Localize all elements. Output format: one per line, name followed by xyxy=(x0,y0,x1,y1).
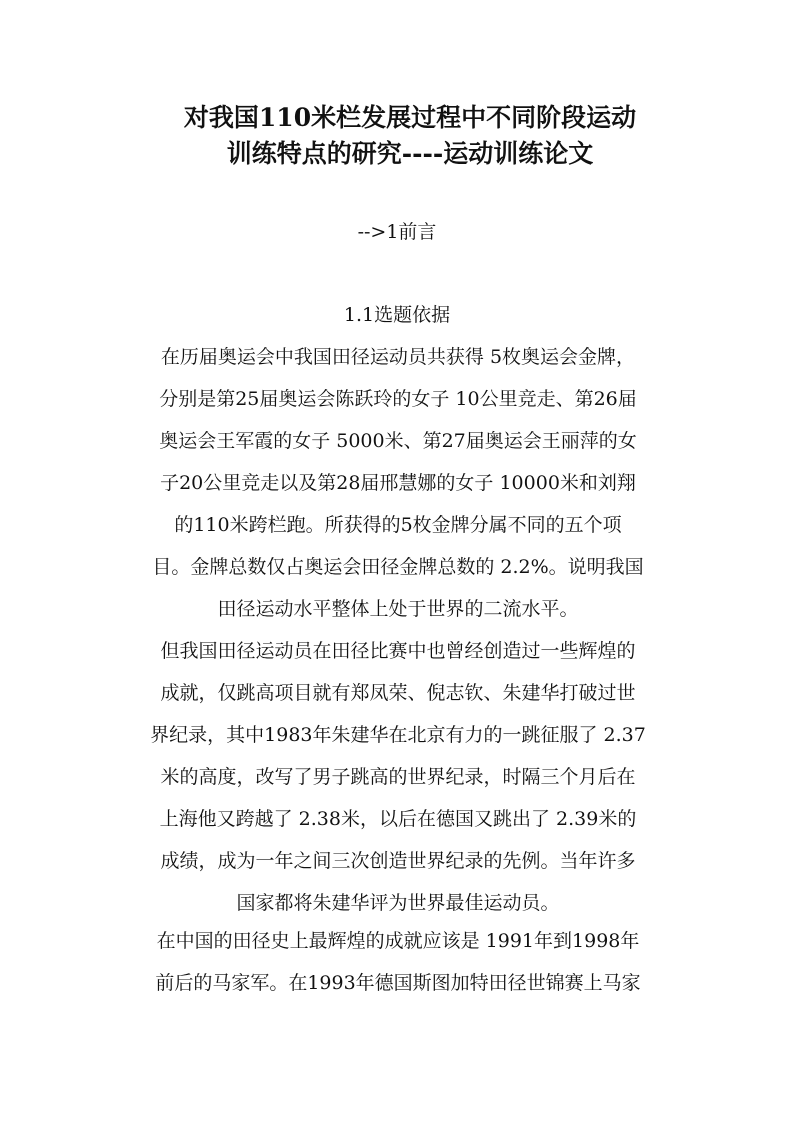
paragraph-1 xyxy=(116,336,680,630)
paragraph-line: 上海他又跨越了 2.38米，以后在德国又跳出了 2.39米的 xyxy=(159,808,637,830)
paragraph-line: 前后的马家军。在1993年德国斯图加特田径世锦赛上马家 xyxy=(155,972,641,994)
paragraph-line: 在历届奥运会中我国田径运动员共获得 5枚奥运会金牌， xyxy=(160,346,636,368)
paragraph-line: 田径运动水平整体上处于世界的二流水平。 xyxy=(217,598,579,620)
paragraph-line: 在中国的田径史上最辉煌的成就应该是 1991年到1998年 xyxy=(156,930,640,952)
paragraph-line: 米的高度，改写了男子跳高的世界纪录，时隔三个月后在 xyxy=(160,766,636,788)
paragraph-line: 但我国田径运动员在田径比赛中也曾经创造过一些辉煌的 xyxy=(160,640,636,662)
paragraph-line: 国家都将朱建华评为世界最佳运动员。 xyxy=(236,892,560,914)
title-line-2: 训练特点的研究----运动训练论文 xyxy=(226,139,594,168)
paragraph-line: 成绩，成为一年之间三次创造世界纪录的先例。当年许多 xyxy=(160,850,636,872)
paragraph-2 xyxy=(116,630,680,924)
paragraph-line: 奥运会王军霞的女子 5000米、第27届奥运会王丽萍的女 xyxy=(159,430,637,452)
paragraph-line: 成就，仅跳高项目就有郑凤荣、倪志钦、朱建华打破过世 xyxy=(160,682,636,704)
paragraph-line: 界纪录，其中1983年朱建华在北京有力的一跳征服了 2.37 xyxy=(150,724,646,746)
paragraph-line: 的110米跨栏跑。所获得的5枚金牌分属不同的五个项 xyxy=(174,514,622,536)
section-heading: -->1前言 xyxy=(357,221,437,243)
document-title xyxy=(130,100,690,172)
subsection-heading: 1.1选题依据 xyxy=(343,304,451,326)
paragraph-line: 目。金牌总数仅占奥运会田径金牌总数的 2.2%。说明我国 xyxy=(152,556,644,578)
paragraph-line: 分别是第25届奥运会陈跃玲的女子 10公里竞走、第26届 xyxy=(159,388,637,410)
paragraph-line: 子20公里竞走以及第28届邢慧娜的女子 10000米和刘翔 xyxy=(160,472,636,494)
paragraph-3 xyxy=(116,920,680,1004)
title-line-1: 对我国110米栏发展过程中不同阶段运动 xyxy=(183,103,637,132)
